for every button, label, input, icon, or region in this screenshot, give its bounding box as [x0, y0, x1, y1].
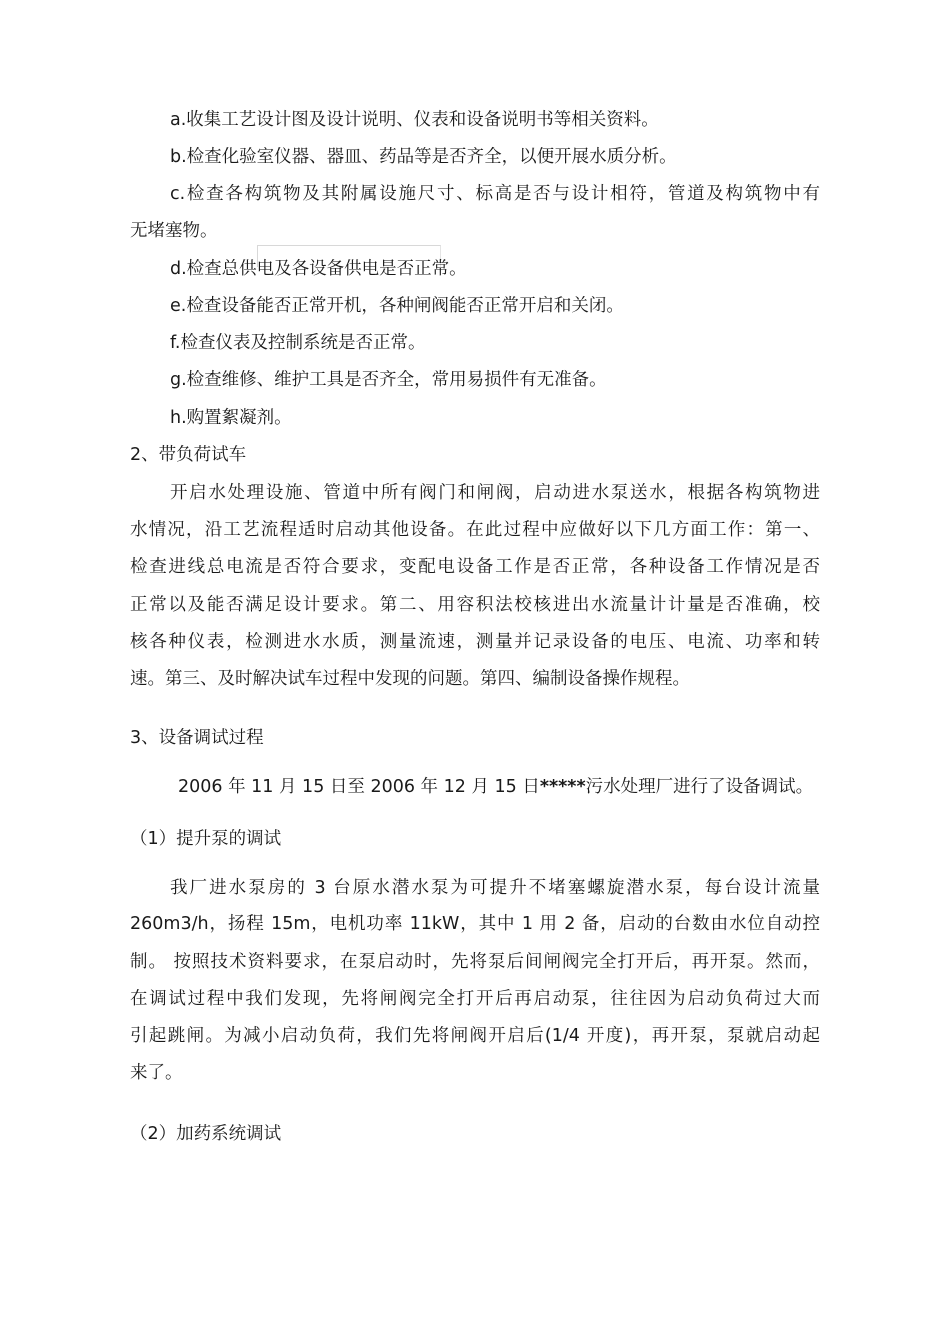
paragraph-line: 在调试过程中我们发现，先将闸阀完全打开后再启动泵，往往因为启动负荷过大而	[130, 989, 820, 1009]
paragraph-line-dates	[178, 775, 813, 799]
list-item-f: f.检查仪表及控制系统是否正常。	[170, 333, 426, 353]
paragraph-line: 核各种仪表，检测进水水质，测量流速，测量并记录设备的电压、电流、功率和转	[130, 632, 820, 652]
list-item-c-line-2: 无堵塞物。	[130, 221, 218, 241]
section-heading-2: 2、带负荷试车	[130, 445, 247, 465]
paragraph-line: 引起跳闸。为减小启动负荷，我们先将闸阀开启后(1/4 开度)，再开泵，泵就启动起	[130, 1026, 820, 1046]
date-range-text: 2006 年 11 月 15 日至 2006 年 12 月 15 日	[178, 777, 540, 797]
paragraph-line: 检查进线总电流是否符合要求，变配电设备工作是否正常，各种设备工作情况是否	[130, 557, 820, 577]
subheading-dosing: （2）加药系统调试	[130, 1124, 282, 1144]
paragraph-line: 水情况，沿工艺流程适时启动其他设备。在此过程中应做好以下几方面工作：第一、	[130, 520, 820, 540]
list-item-c-line-1: c.检查各构筑物及其附属设施尺寸、标高是否与设计相符，管道及构筑物中有	[170, 184, 820, 204]
list-item-d: d.检查总供电及各设备供电是否正常。	[170, 259, 467, 279]
list-item-h: h.购置絮凝剂。	[170, 408, 292, 428]
paragraph-line: 260m3/h，扬程 15m，电机功率 11kW，其中 1 用 2 备，启动的台数由水位自动控	[130, 914, 820, 934]
list-item-b: b.检查化验室仪器、器皿、药品等是否齐全，以便开展水质分析。	[170, 147, 677, 167]
section-heading-3: 3、设备调试过程	[130, 728, 264, 748]
paragraph-line: 我厂进水泵房的 3 台原水潜水泵为可提升不堵塞螺旋潜水泵，每台设计流量	[170, 878, 820, 898]
paragraph-line: 制。 按照技术资料要求，在泵启动时，先将泵后间闸阀完全打开后，再开泵。然而，	[130, 952, 820, 972]
paragraph-line: 来了。	[130, 1063, 183, 1083]
list-item-g: g.检查维修、维护工具是否齐全，常用易损件有无准备。	[170, 370, 607, 390]
subheading-pump: （1）提升泵的调试	[130, 829, 282, 849]
paragraph-line: 速。第三、及时解决试车过程中发现的问题。第四、编制设备操作规程。	[130, 669, 690, 689]
paragraph-line: 正常以及能否满足设计要求。第二、用容积法校核进出水流量计计量是否准确，校	[130, 595, 820, 615]
list-item-a: a.收集工艺设计图及设计说明、仪表和设备说明书等相关资料。	[170, 110, 659, 130]
list-item-e: e.检查设备能否正常开机，各种闸阀能否正常开启和关闭。	[170, 296, 624, 316]
paragraph-line: 开启水处理设施、管道中所有阀门和闸阀，启动进水泵送水，根据各构筑物进	[170, 483, 820, 503]
plant-text: 污水处理厂进行了设备调试。	[585, 777, 814, 797]
redacted-name: *****	[539, 777, 586, 797]
